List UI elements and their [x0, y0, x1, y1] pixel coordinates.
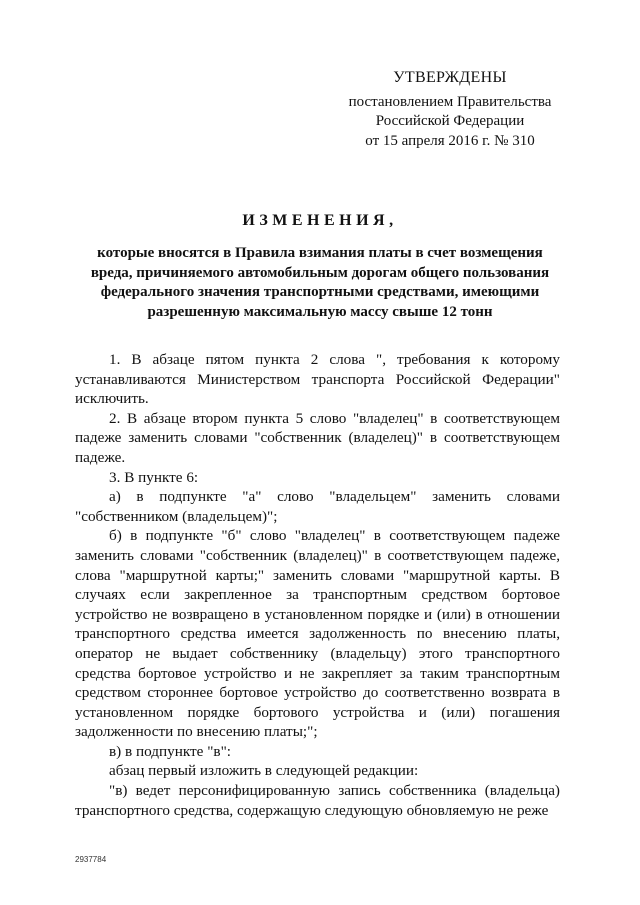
paragraph-3a: а) в подпункте "а" слово "владельцем" заменить словами "собственником (владельцем)";	[75, 488, 560, 525]
paragraph-3: 3. В пункте 6:	[109, 468, 199, 486]
paragraph-3b: б) в подпункте "б" слово "владелец" в соответствующем падеже заменить словами "собственник (владелец)" в соответствующем падеже, слова "маршрутной карты;" заменить словами "маршрутной карты. В случаях если закрепленное за транспортным средством бортовое устройство не возвращено в установленном порядке и (или) в отношении транспортного средства имеется задолженность по внесению платы, оператор не выдает собственнику (владельцу) этого транспортного средства бортовое устройство и не закрепляет за таким транспортным средством стороннее бортовое устройство до соответственно возврата в установленном порядке бортового устройства и (или) погашения задолженности по внесению платы;";	[75, 527, 560, 741]
approval-block	[330, 68, 570, 151]
approval-line-1: постановлением Правительства	[348, 93, 552, 110]
paragraph-3v-text: "в) ведет персонифицированную запись собственника (владельца) транспортного средства, содержащую следующую обновляемую не реже	[75, 782, 560, 819]
approval-line-2: Российской Федерации	[375, 113, 525, 129]
document-body	[75, 350, 560, 820]
approval-line-3: от 15 апреля 2016 г. № 310	[365, 132, 535, 149]
approval-heading: УТВЕРЖДЕНЫ	[393, 69, 507, 86]
paragraph-2: 2. В абзаце втором пункта 5 слово "владелец" в соответствующем падеже заменить словами "собственник (владелец)" в соответствующем падеже.	[75, 409, 560, 466]
paragraph-3v: в) в подпункте "в":	[109, 742, 231, 760]
document-subtitle: которые вносятся в Правила взимания платы в счет возмещения вреда, причиняемого автомобильным дорогам общего пользования федерального значения транспортными средствами, имеющими разрешенную максимальную массу свыше 12 тонн	[90, 245, 550, 320]
document-title: ИЗМЕНЕНИЯ,	[242, 212, 398, 229]
footer-code: 2937784	[75, 855, 107, 864]
paragraph-1: 1. В абзаце пятом пункта 2 слова ", требования к которому устанавливаются Министерством транспорта Российской Федерации" исключить.	[75, 351, 560, 408]
paragraph-3v-intro: абзац первый изложить в следующей редакции:	[109, 762, 419, 780]
